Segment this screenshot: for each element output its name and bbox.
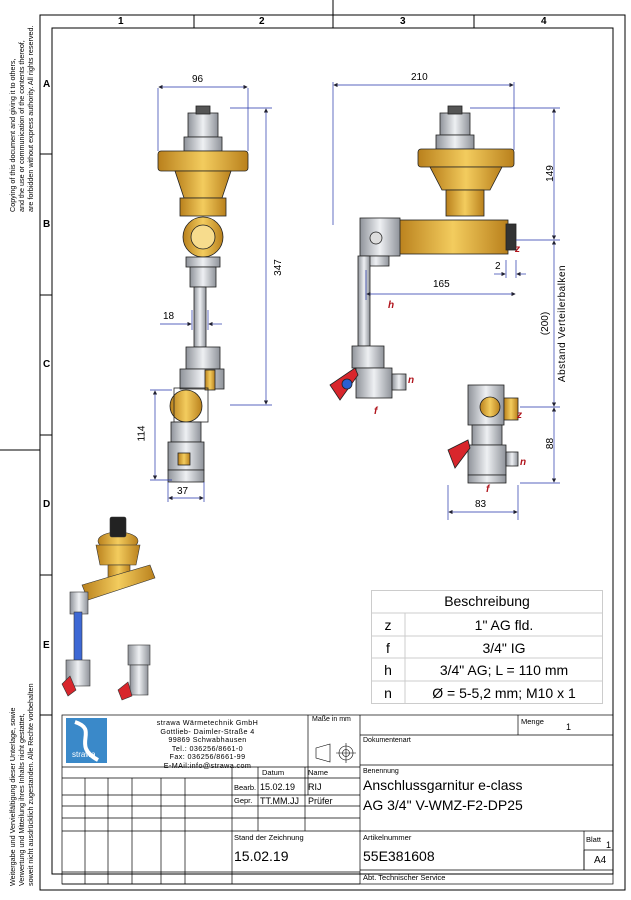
artikel-value: 55E381608	[363, 848, 435, 864]
bearb-name: RIJ	[308, 782, 322, 792]
logo-text: strawa	[72, 750, 96, 759]
dim-right-200: (200)	[540, 311, 552, 336]
dim-left-height: 347	[272, 259, 284, 276]
copyright-note: Copying of this document and giving it to others, and the use or communication of the contents thereof, are forbidden without express authority. All rights reserved.	[8, 25, 35, 212]
menge-value: 1	[566, 722, 572, 732]
dim-right-83: 83	[475, 499, 487, 510]
dim-abstand: Abstand Verteilerbalken	[557, 264, 569, 383]
benennung-line-1: Anschlussgarnitur e-class	[363, 777, 523, 793]
gepr-label: Gepr.	[234, 796, 253, 805]
zone-col-2: 2	[259, 16, 265, 27]
benennung-label: Benennung	[363, 768, 399, 775]
dim-right-width: 210	[411, 72, 428, 83]
dim-right-149: 149	[544, 165, 556, 182]
beschreibung-val-h: 3/4" AG; L = 110 mm	[439, 662, 569, 678]
marker-z-2: z	[517, 410, 522, 421]
bearb-label: Bearb.	[234, 783, 257, 792]
weitergabe-note: Weitergabe und Vervielfältigung dieser Unterlage, sowie Verwertung und Mitteilung ihres Inhalts nicht gestattet, soweit nicht ausdrücklich zugestanden. Alle Rechte vorbehalten	[8, 683, 35, 886]
masse-label: Maße in mm	[312, 716, 351, 723]
marker-h: h	[388, 300, 395, 311]
blatt-value: 1	[606, 840, 612, 850]
dim-left-37: 37	[177, 486, 189, 497]
bearb-datum: 15.02.19	[260, 782, 296, 792]
zone-row-b: B	[43, 219, 51, 230]
artikel-label: Artikelnummer	[363, 833, 412, 842]
dokumentenart-label: Dokumentenart	[363, 737, 411, 744]
zone-row-c: C	[43, 359, 51, 370]
projection-symbol	[316, 743, 356, 763]
marker-n-2: n	[520, 457, 527, 468]
format-value: A4	[594, 855, 607, 866]
beschreibung-val-n: Ø = 5-5,2 mm; M10 x 1	[432, 685, 576, 701]
dim-right-2: 2	[495, 261, 501, 272]
name-label: Name	[308, 768, 329, 777]
marker-z: z	[515, 244, 520, 255]
blatt-label: Blatt	[586, 835, 602, 844]
stand-label: Stand der Zeichnung	[234, 833, 304, 842]
zone-col-1: 1	[118, 16, 124, 27]
benennung-line-2: AG 3/4" V-WMZ-F2-DP25	[363, 797, 523, 813]
dim-left-18: 18	[163, 311, 175, 322]
dim-left-width: 96	[192, 74, 204, 85]
beschreibung-key-z: z	[384, 617, 392, 633]
marker-f-2: f	[486, 484, 490, 495]
gepr-datum: TT.MM.JJ	[260, 796, 299, 806]
zone-row-e: E	[43, 640, 50, 651]
menge-label: Menge	[521, 717, 544, 726]
zone-row-a: A	[43, 79, 51, 90]
beschreibung-key-f: f	[386, 640, 390, 656]
dim-left-114: 114	[136, 425, 148, 442]
beschreibung-val-z: 1" AG fld.	[474, 617, 534, 633]
beschreibung-key-h: h	[384, 662, 392, 678]
zone-col-3: 3	[400, 16, 406, 27]
zone-col-4: 4	[541, 16, 547, 27]
datum-label: Datum	[262, 768, 285, 777]
dim-right-88: 88	[545, 437, 557, 450]
marker-f: f	[374, 406, 378, 417]
zone-row-d: D	[43, 499, 51, 510]
dim-right-165: 165	[433, 279, 450, 290]
company-address: strawa Wärmetechnik GmbH Gottlieb- Daimler-Straße 4 99869 Schwabhausen Tel.: 036256/8661-0 Fax: 036256/8661-99 E-MAil:info@strawa.com	[156, 718, 259, 770]
abteilung-label: Abt. Technischer Service	[363, 873, 446, 882]
gepr-name: Prüfer	[308, 796, 333, 806]
marker-n: n	[408, 375, 415, 386]
beschreibung-key-n: n	[384, 685, 392, 701]
beschreibung-title: Beschreibung	[444, 593, 530, 609]
stand-value: 15.02.19	[234, 848, 289, 864]
beschreibung-val-f: 3/4" IG	[482, 640, 526, 656]
